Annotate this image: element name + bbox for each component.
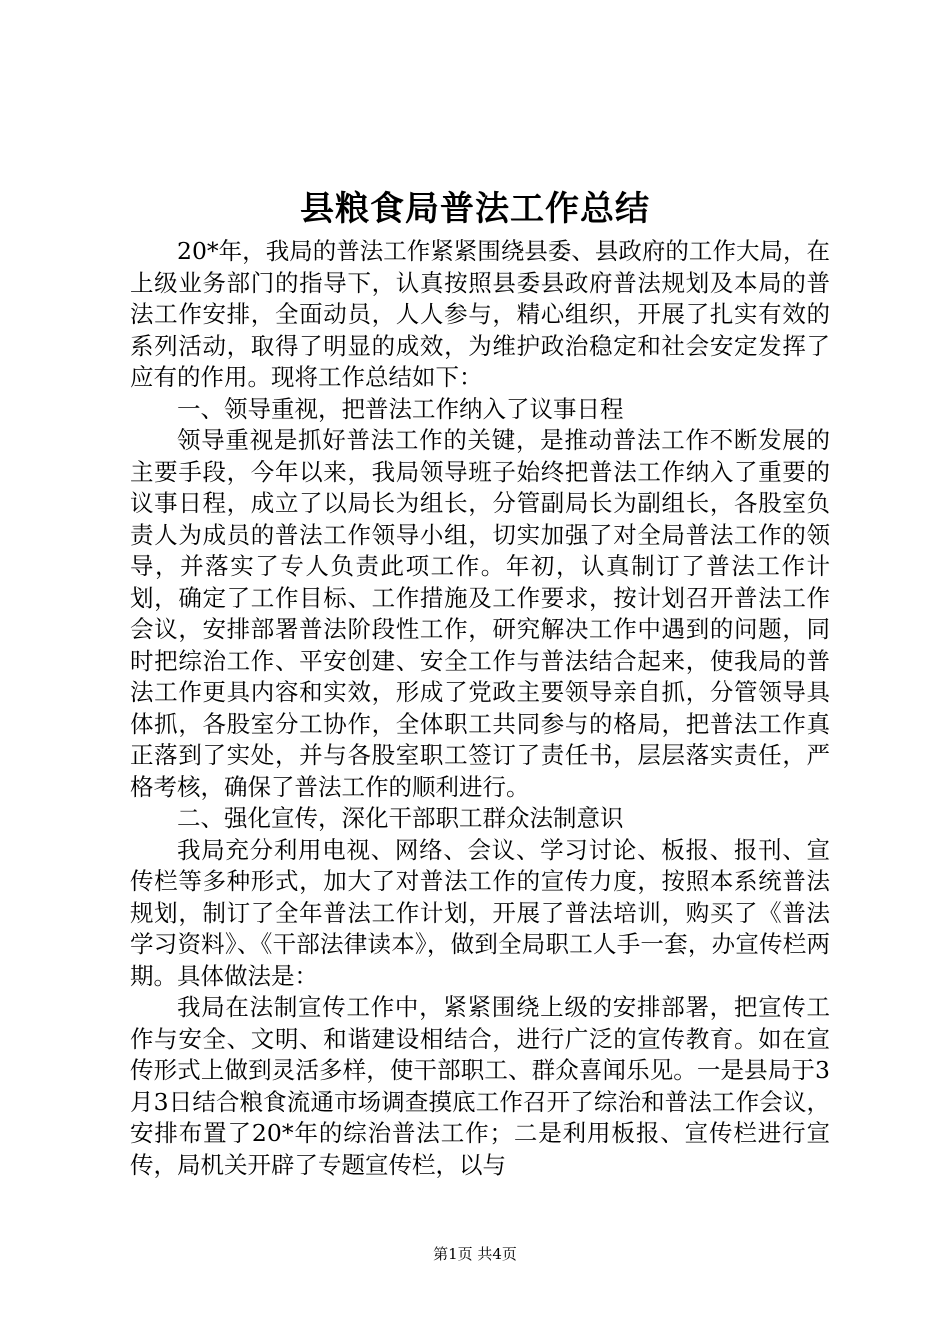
section-heading-2: 二、强化宣传，深化干部职工群众法制意识 xyxy=(177,804,624,832)
paragraph-leadership: 领导重视是抓好普法工作的关键，是推动普法工作不断发展的主要手段，今年以来，我局领导班子始终把普法工作纳入了重要的议事日程，成立了以局长为组长，分管副局长为副组长，各股室负责人为成员的普法工作领导小组，切实加强了对全局普法工作的领导，并落实了专人负责此项工作。年初，认真制订了普法工作计划，确定了工作目标、工作措施及工作要求，按计划召开普法工作会议，安排部署普法阶段性工作，研究解决工作中遇到的问题，同时把综治工作、平安创建、安全工作与普法结合起来，使我局的普法工作更具内容和实效，形成了党政主要领导亲自抓，分管领导具体抓，各股室分工协作，全体职工共同参与的格局，把普法工作真正落到了实处，并与各股室职工签订了责任书，层层落实责任，严格考核，确保了普法工作的顺利进行。 xyxy=(130,426,830,801)
paragraph-publicity: 我局充分利用电视、网络、会议、学习讨论、板报、报刊、宣传栏等多种形式，加大了对普法工作的宣传力度，按照本系统普法规划，制订了全年普法工作计划，开展了普法培训，购买了《普法学习资料》、《干部法律读本》，做到全局职工人手一套，办宣传栏两期。具体做法是： xyxy=(130,835,830,990)
section-heading-1: 一、领导重视，把普法工作纳入了议事日程 xyxy=(177,394,624,423)
document-body xyxy=(130,236,830,1181)
page-footer: 第1页 共4页 xyxy=(433,1245,517,1263)
document-title: 县粮食局普法工作总结 xyxy=(300,189,650,229)
paragraph-intro: 20*年，我局的普法工作紧紧围绕县委、县政府的工作大局，在上级业务部门的指导下，认真按照县委县政府普法规划及本局的普法工作安排，全面动员，人人参与，精心组织，开展了扎实有效的系列活动，取得了明显的成效，为维护政治稳定和社会安定发挥了应有的作用。现将工作总结如下： xyxy=(130,237,830,391)
paragraph-practice: 我局在法制宣传工作中，紧紧围绕上级的安排部署，把宣传工作与安全、文明、和谐建设相结合，进行广泛的宣传教育。如在宣传形式上做到灵活多样，使干部职工、群众喜闻乐见。一是县局于3月3日结合粮食流通市场调查摸底工作召开了综治和普法工作会议，安排布置了20*年的综治普法工作；二是利用板报、宣传栏进行宣传，局机关开辟了专题宣传栏，以与 xyxy=(130,993,830,1179)
